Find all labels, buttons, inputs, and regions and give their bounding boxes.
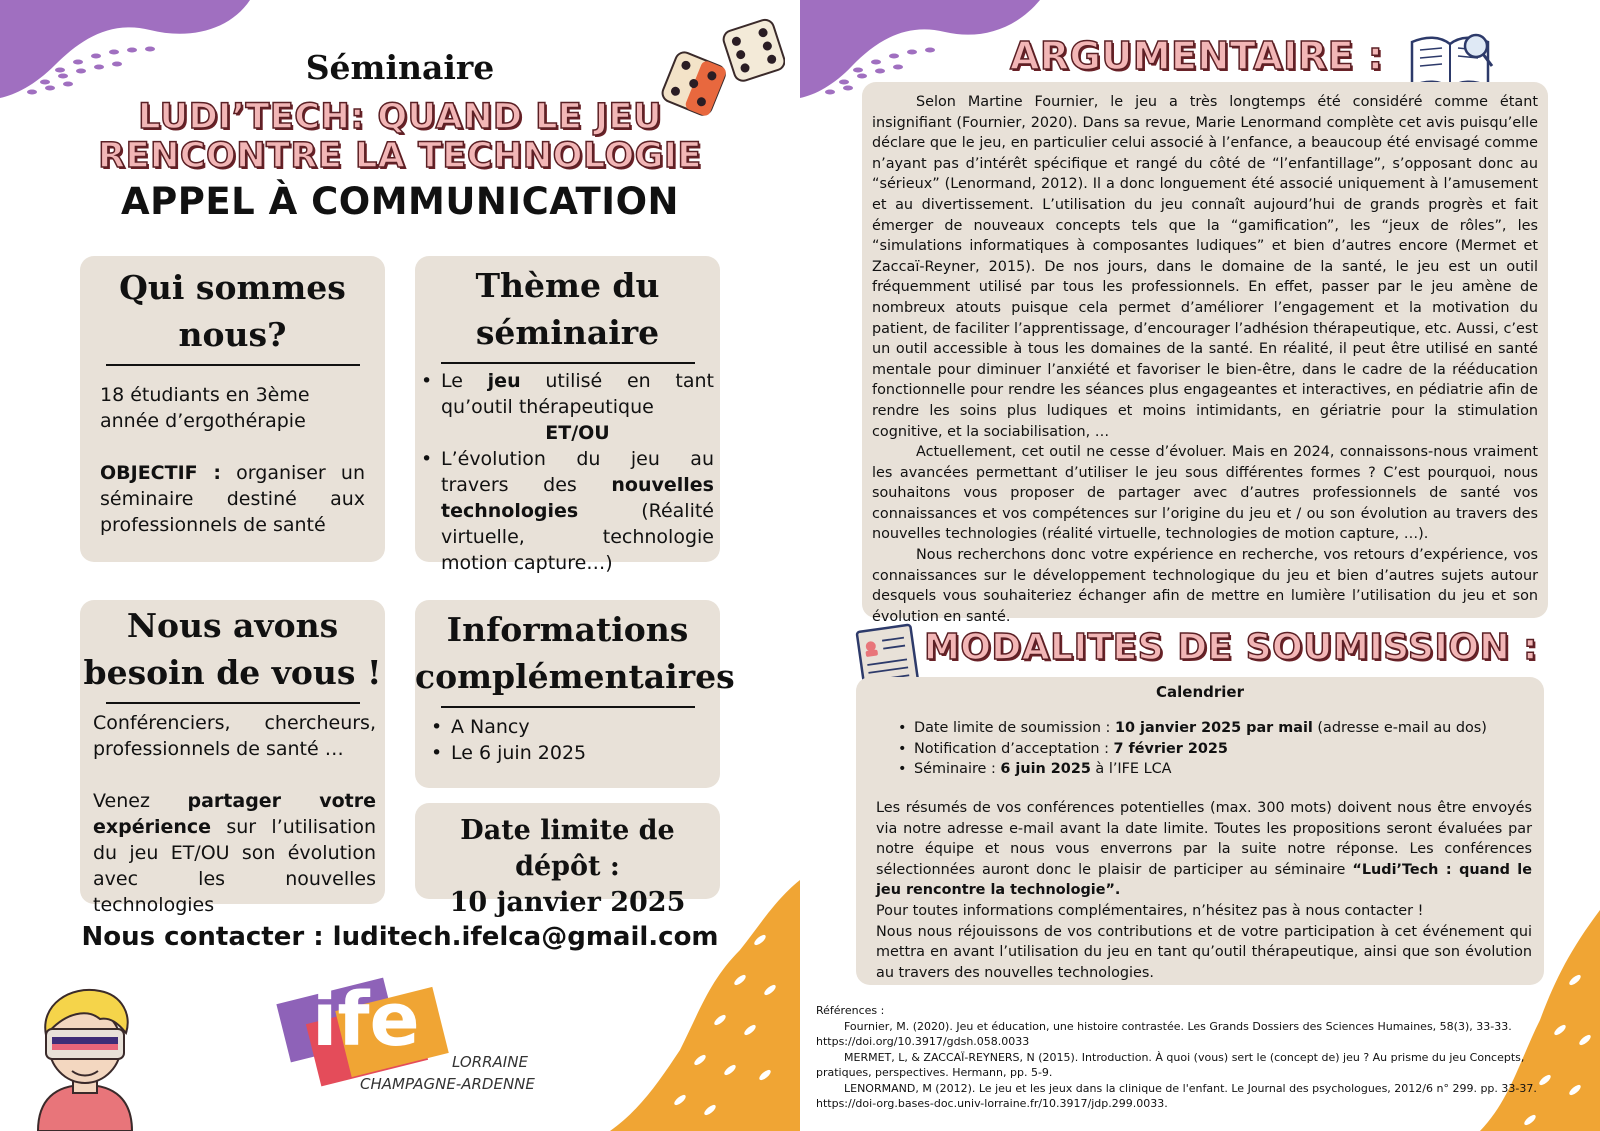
- argumentaire-paragraph: Actuellement, cet outil ne cesse d’évoluer. Mais en 2024, connaissons-nous vraiment les avancées permettant d’utiliser le jeu sous différentes formes ? C’est pourquoi, nous souhaitons vous proposer de partager avec d’autres professionnels de santé vos connaissances et vos compétences sur l’origine du jeu et / ou son évolution au travers des nouvelles technologies (réalité virtuelle, technologies de motion capture, …).: [872, 444, 1538, 543]
- theme-item-2-post: (Réalité virtuelle, technologie motion capture…): [441, 500, 714, 574]
- argumentaire-title: ARGUMENTAIRE :: [1010, 34, 1384, 78]
- reference-link[interactable]: https://doi.org/10.3917/gdsh.058.0033: [816, 1035, 1030, 1048]
- modalites-paragraph: Nous nous réjouissons de vos contributions et de votre participation à cet événement qui mettra en avant l’utilisation du jeu en tant qu’outil thérapeutique, ainsi que son évolution au travers des nouvelles technologies.: [876, 923, 1532, 981]
- reference-item: LENORMAND, M (2012). Le jeu et les jeux dans la clinique de l'enfant. Le Journal des psychologues, 2012/6 n° 299. pp. 33-37.: [844, 1081, 1537, 1095]
- need-divider: [106, 702, 360, 704]
- modalites-p1-bold: “Ludi’Tech : quand le jeu rencontre la technologie”.: [876, 861, 1533, 899]
- theme-and-or-text: ET/OU: [545, 422, 610, 444]
- info-title: [415, 606, 735, 700]
- calendar-item-date: 7 février 2025: [1113, 740, 1228, 757]
- logo-sub1: LORRAINE: [452, 1053, 528, 1071]
- references-title: Références :: [816, 1004, 885, 1017]
- theme-item-1-pre: Le: [441, 370, 488, 392]
- theme-divider: [441, 362, 695, 364]
- calendar-item-note: (adresse e-mail au dos): [1312, 720, 1487, 736]
- need-title-line1: Nous avons: [126, 606, 339, 645]
- who-text: 18 étudiants en 3ème année d’ergothérapie: [100, 384, 310, 432]
- vr-avatar-icon: [30, 985, 140, 1131]
- objective-text: organiser un séminaire destiné aux professionnels de santé: [100, 462, 365, 536]
- need-share-post: sur l’utilisation du jeu ET/OU son évolution avec les nouvelles technologies: [93, 816, 376, 916]
- orange-wave-decoration: [610, 880, 800, 1131]
- deadline-line1: Date limite de dépôt :: [460, 815, 675, 882]
- argumentaire-paragraph: Nous recherchons donc votre expérience en recherche, vos retours d’expérience, vos connaissances sur le développement technologique du jeu et bien d’autres sujets autour desquels vous souhaiteriez échanger afin de mettre en lumière l’utilisation du jeu et son évolution en santé.: [872, 547, 1538, 625]
- calendar-item-label: Date limite de soumission :: [914, 720, 1115, 736]
- objective-label: OBJECTIF :: [100, 462, 221, 484]
- need-title-line2: besoin de vous !: [83, 653, 382, 692]
- modalites-text: [876, 798, 1532, 983]
- contact-email[interactable]: Nous contacter : luditech.ifelca@gmail.com: [81, 922, 719, 952]
- theme-list: [419, 368, 714, 576]
- calendar-item: [896, 718, 1536, 739]
- need-text: Conférenciers, chercheurs, professionnels de santé …: [93, 712, 376, 760]
- info-title-line2: complémentaires: [415, 657, 735, 696]
- calendar-item-date: 10 janvier 2025 par mail: [1114, 720, 1313, 736]
- theme-card: [415, 256, 720, 574]
- calendar-item-label: Notification d’acceptation :: [914, 740, 1114, 757]
- theme-item-2-bold: nouvelles technologies: [441, 474, 714, 522]
- theme-title: [415, 262, 720, 356]
- info-card: [415, 600, 735, 788]
- theme-item-1: [419, 368, 714, 420]
- argumentaire-text: [872, 92, 1538, 627]
- need-card: [80, 600, 385, 916]
- calendar-item: [896, 739, 1536, 760]
- calendar-item-date: 6 juin 2025: [1000, 761, 1091, 778]
- who-title-line2: nous?: [178, 315, 287, 354]
- deadline-line2: 10 janvier 2025: [449, 887, 686, 918]
- modalites-paragraph: [876, 798, 1532, 901]
- modalites-paragraph: Pour toutes informations complémentaires, n’hésitez pas à nous contacter !: [876, 902, 1424, 919]
- need-share-bold: partager votre expérience: [93, 790, 376, 838]
- calendar-item-note: à l’IFE LCA: [1090, 761, 1172, 778]
- calendar-item-label: Séminaire :: [914, 761, 1001, 778]
- who-title: [80, 264, 385, 358]
- reference-item: MERMET, L, & ZACCAÏ-REYNERS, N (2015). Introduction. À quoi (vous) sert le (concept de) jeu ? Au prisme du jeu Concepts,: [844, 1050, 1525, 1064]
- who-divider: [106, 364, 360, 366]
- main-title-line2: RENCONTRE LA TECHNOLOGIE: [98, 136, 702, 176]
- theme-title-line2: séminaire: [475, 313, 660, 352]
- need-title: [80, 602, 385, 696]
- reference-item: pratiques, perspectives. Hermann, pp. 5-9.: [816, 1066, 1053, 1079]
- info-divider: [441, 706, 695, 708]
- who-objective: [100, 460, 365, 538]
- calendar-item: [896, 759, 1536, 780]
- seminar-label: Séminaire: [305, 48, 495, 87]
- modalites-p1: Les résumés de vos conférences potentielles (max. 300 mots) doivent nous être envoyés via notre adresse e-mail avant la date limite. Toutes les propositions seront évaluées par notre équipe et nous vous enverrons par la suite notre réponse. Les conférences sélectionnées auront donc le plaisir de participer au séminaire: [876, 800, 1532, 878]
- who-card: [80, 256, 385, 562]
- info-title-line1: Informations: [446, 610, 689, 649]
- who-title-line1: Qui sommes: [119, 268, 346, 307]
- main-title-line1: LUDI’TECH: QUAND LE JEU: [138, 97, 662, 137]
- logo-text: ife: [312, 977, 420, 1063]
- reference-link[interactable]: https://doi-org.bases-doc.univ-lorraine.fr/10.3917/jdp.299.0033.: [816, 1097, 1168, 1110]
- call-title: APPEL À COMMUNICATION: [121, 180, 679, 223]
- info-item: • Le 6 juin 2025: [429, 740, 720, 766]
- need-share-text: [93, 788, 376, 918]
- main-title: [0, 98, 800, 176]
- theme-title-line1: Thème du: [475, 266, 660, 305]
- need-share-pre: Venez: [93, 790, 188, 812]
- theme-item-1-bold: jeu: [487, 370, 521, 392]
- theme-and-or: [419, 420, 714, 446]
- theme-item-2-pre: L’évolution du jeu au travers des: [441, 448, 714, 496]
- modalites-title: MODALITES DE SOUMISSION :: [924, 627, 1538, 668]
- calendar-list: [896, 718, 1536, 780]
- theme-item-2: [419, 446, 714, 576]
- logo-sub2: CHAMPAGNE-ARDENNE: [360, 1075, 535, 1093]
- info-list: [429, 714, 720, 766]
- reference-item: Fournier, M. (2020). Jeu et éducation, une histoire contrastée. Les Grands Dossiers des Sciences Humaines, 58(3), 33-33.: [844, 1019, 1512, 1033]
- info-item: • A Nancy: [429, 714, 720, 740]
- references: [816, 1003, 1556, 1112]
- calendar-title: Calendrier: [1156, 683, 1244, 701]
- argumentaire-paragraph: Selon Martine Fournier, le jeu a très longtemps été considéré comme étant insignifiant (Fournier, 2020). Dans sa revue, Marie Lenormand complète cet avis puisqu’elle déclare que le jeu, en particulier celui associé à l’enfance, a beaucoup été envisagé comme n’ayant pas d’intérêt spécifique et rangé du côté de “l’enfantillage”, s’opposant donc au “sérieux” (Lenormand, 2012). Il a donc longuement été associé uniquement à l’amusement et au divertissement. L’utilisation du jeu connaît aujourd’hui de grands progrès et fait émerger de nouveaux concepts tels que la “gamification”, les “jeux de rôles”, les “simulations informatiques à composantes ludiques” et bien d’autres encore (Mermet et Zaccaï-Reyner, 2015). De nos jours, dans le domaine de la santé, le jeu est un outil fréquemment utilisé par tous les professionnels. En effet, passer par le jeu amène de nombreux atouts puisque cela permet d’améliorer l’engagement et la motivation du patient, de faciliter l’apprentissage, d’encourager l’adhésion thérapeutique, etc. Aussi, c’est un outil accessible à tous les domaines de la santé. En réalité, il peut être utilisé en santé mentale pour diminuer l’anxiété et favoriser le bien-être, dans le cadre de la rééducation fonctionnelle pour rendre les séances plus engageantes et interactives, en pédiatrie afin de rendre les soins plus ludiques et moins intimidants, en gériatrie pour la stimulation cognitive, et la sociabilisation, …: [872, 94, 1538, 440]
- theme-item-1-post: utilisé en tant qu’outil thérapeutique: [441, 370, 714, 418]
